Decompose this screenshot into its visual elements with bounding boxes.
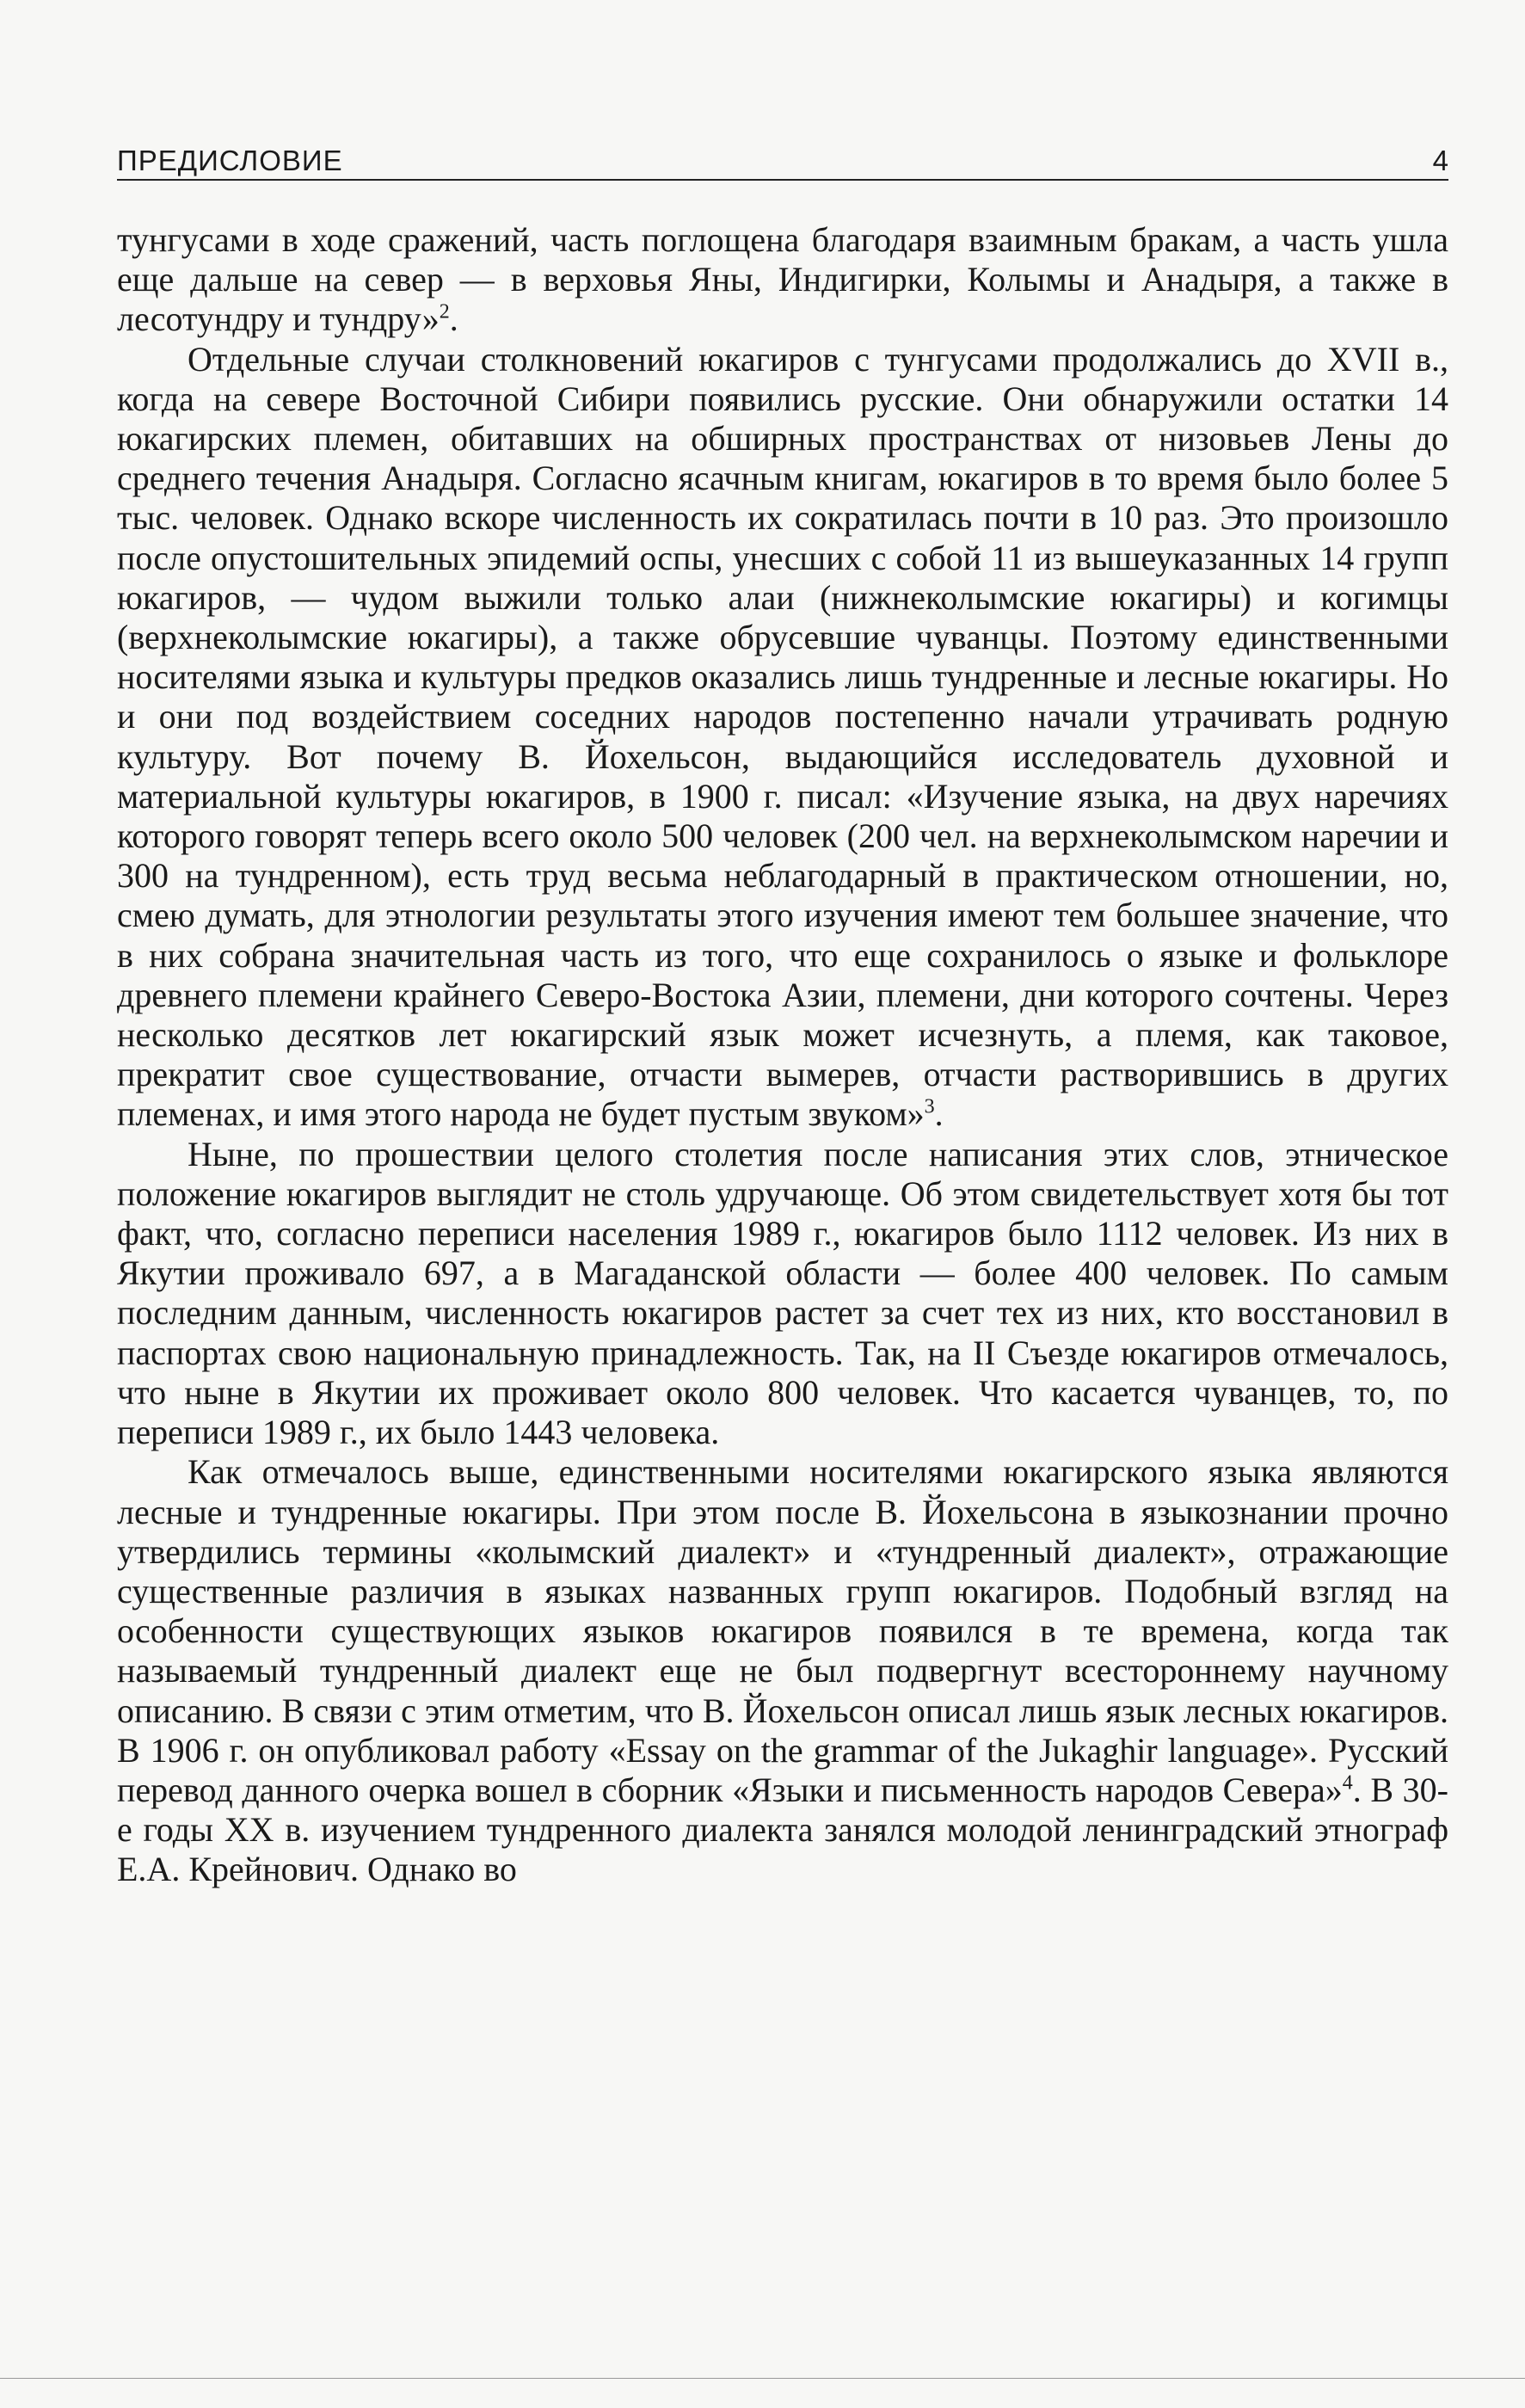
paragraph-3 xyxy=(117,1135,1448,1453)
footnote-ref: 3 xyxy=(924,1096,935,1119)
paragraph-text: Отдельные случаи столкновений юкагиров с тунгусами продолжались до XVII в., когда на севере Восточной Сибири появились русские. Они обнаружили остатки 14 юкагирских племен, обитавших на обширных пространствах от низовьев Лены до среднего течения Анадыря. Согласно ясачным книгам, юкагиров в то время было более 5 тыс. человек. Однако вскоре численность их сократилась почти в 10 раз. Это произошло после опустошительных эпидемий оспы, унесших с собой 11 из вышеуказанных 14 групп юкагиров, — чудом выжили только алаи (нижнеколымские юкагиры) и когимцы (верхнеколымские юкагиры), а также обрусевшие чуванцы. Поэтому единственными носителями языка и культуры предков оказались лишь тундренные и лесные юкагиры. Но и они под воздействием соседних народов постепенно начали утрачивать родную культуру. Вот почему В. Йохельсон, выдающийся исследователь духовной и материальной культуры юкагиров, в 1900 г. писал: «Изучение языка, на двух наречиях которого говорят теперь всего около 500 человек (200 чел. на верхнеколымском наречии и 300 на тундренном), есть труд весьма неблагодарный в практическом отношении, но, смею думать, для этнологии результаты этого изучения имеют тем большее значение, что в них собрана значительная часть из того, что еще сохранилось о языке и фольклоре древнего племени крайнего Северо-Востока Азии, племени, дни которого сочтены. Через несколько десятков лет юкагирский язык может исчезнуть, а племя, как таковое, прекратит свое существование, отчасти вымерев, отчасти растворившись в других племенах, и имя этого народа не будет пустым звуком» xyxy=(117,339,1448,1134)
paragraph-1 xyxy=(117,220,1448,340)
paragraph-4 xyxy=(117,1452,1448,1889)
paragraph-tail: . xyxy=(934,1094,944,1134)
page-edge-line xyxy=(0,2378,1525,2379)
paragraph-text: Как отмечалось выше, единственными носителями юкагирского языка являются лесные и тундренные юкагиры. При этом после В. Йохельсона в языкознании прочно утвердились термины «колымский диалект» и «тундренный диалект», отражающие существенные различия в языках названных групп юкагиров. Подобный взгляд на особенности существующих языков юкагиров появился в те времена, когда так называемый тундренный диалект еще не был подвергнут всестороннему научному описанию. В связи с этим отметим, что В. Йохельсон описал лишь язык лесных юкагиров. В 1906 г. он опубликовал работу «Essay on the grammar of the Jukaghir language». Русский перевод данного очерка вошел в сборник «Языки и письменность народов Севера» xyxy=(117,1452,1448,1809)
running-header xyxy=(117,129,1448,181)
footnote-ref: 2 xyxy=(439,301,450,324)
paragraph-text: Ныне, по прошествии целого столетия после написания этих слов, этническое положение юкагиров выглядит не столь удручающе. Об этом свидетельствует хотя бы тот факт, что, согласно переписи населения 1989 г., юкагиров было 1112 человек. Из них в Якутии проживало 697, а в Магаданской области — более 400 человек. По самым последним данным, численность юкагиров растет за счет тех из них, кто восстановил в паспортах свою национальную принадлежность. Так, на II Съезде юкагиров отмечалось, что ныне в Якутии их проживает около 800 человек. Что касается чуванцев, то, по переписи 1989 г., их было 1443 человека. xyxy=(117,1134,1448,1452)
section-title: ПРЕДИСЛОВИЕ xyxy=(117,145,343,176)
footnote-ref: 4 xyxy=(1342,1771,1353,1795)
paragraph-text: тунгусами в ходе сражений, часть поглощена благодаря взаимным бракам, а часть ушла еще дальше на север — в верховья Яны, Индигирки, Колымы и Анадыря, а также в лесотундру и тундру» xyxy=(117,220,1448,339)
book-page xyxy=(117,129,1448,1890)
paragraph-2 xyxy=(117,340,1448,1135)
page-number: 4 xyxy=(1432,145,1448,176)
paragraph-tail: . В 30-е годы XX в. изучением тундренного диалекта занялся молодой ленинградский этнограф Е.А. Крейнович. Однако во xyxy=(117,1770,1448,1889)
body-text xyxy=(117,220,1448,1890)
paragraph-tail: . xyxy=(449,299,458,339)
